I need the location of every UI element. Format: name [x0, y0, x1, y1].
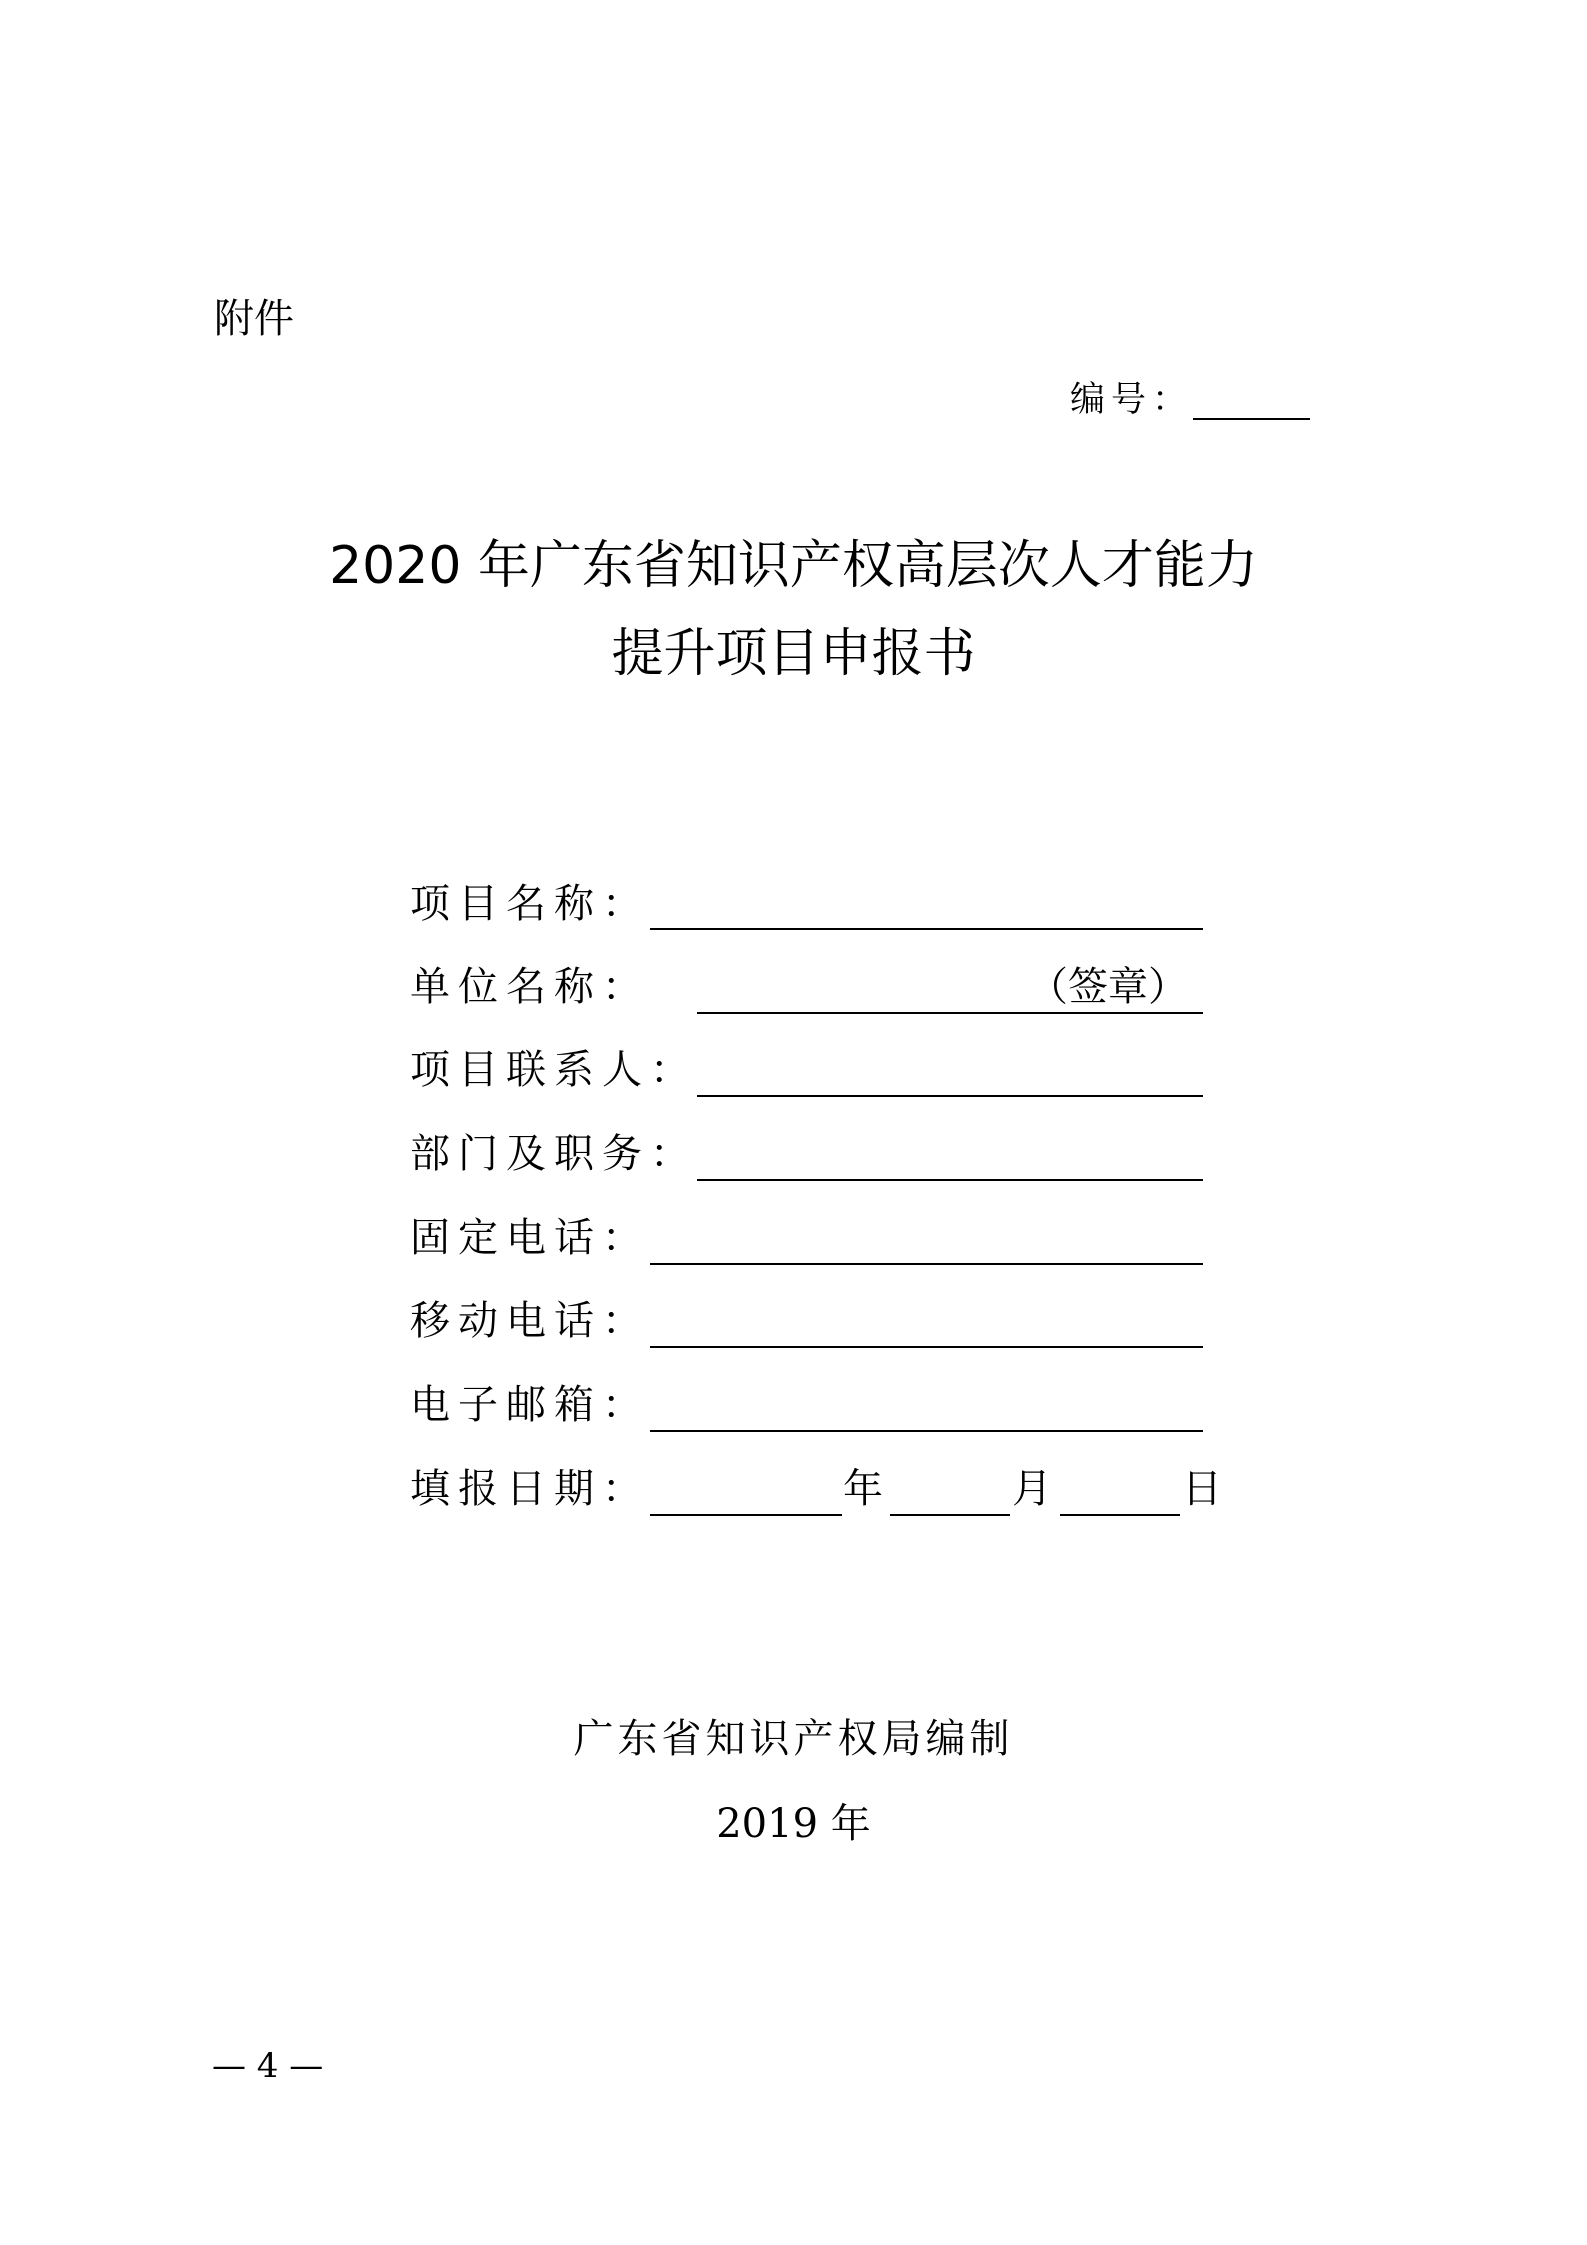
- department-position-field[interactable]: [697, 1179, 1203, 1181]
- date-day-field[interactable]: [1060, 1514, 1180, 1516]
- compiler-line: 广东省知识产权局编制: [573, 1716, 1014, 1762]
- department-position-label: 部门及职务：: [410, 1131, 698, 1177]
- date-day-unit: 日: [1182, 1466, 1222, 1512]
- document-title-line-2: 提升项目申报书: [611, 624, 976, 684]
- page-number: — 4 —: [212, 2046, 324, 2086]
- attachment-label: 附件: [214, 296, 294, 342]
- project-name-label: 项目名称：: [410, 881, 650, 927]
- mobile-phone-field[interactable]: [650, 1346, 1203, 1348]
- email-field[interactable]: [650, 1430, 1203, 1432]
- date-month-unit: 月: [1012, 1466, 1052, 1512]
- serial-number-field[interactable]: [1193, 418, 1310, 420]
- document-title-line-1: 2020 年广东省知识产权高层次人才能力: [329, 536, 1258, 596]
- mobile-phone-label: 移动电话：: [410, 1298, 650, 1344]
- fill-date-label: 填报日期：: [410, 1466, 650, 1512]
- compile-year: 2019 年: [716, 1801, 871, 1847]
- unit-name-label: 单位名称：: [410, 964, 650, 1010]
- date-year-unit: 年: [843, 1466, 883, 1512]
- project-name-field[interactable]: [650, 928, 1203, 930]
- email-label: 电子邮箱：: [410, 1382, 650, 1428]
- landline-phone-label: 固定电话：: [410, 1215, 650, 1261]
- project-contact-label: 项目联系人：: [410, 1047, 698, 1093]
- date-month-field[interactable]: [890, 1514, 1010, 1516]
- serial-number-label: 编号：: [1070, 380, 1194, 420]
- project-contact-field[interactable]: [697, 1095, 1203, 1097]
- unit-name-field[interactable]: [697, 1012, 1203, 1014]
- date-year-field[interactable]: [650, 1514, 842, 1516]
- seal-note: （签章）: [1028, 964, 1188, 1010]
- landline-phone-field[interactable]: [650, 1263, 1203, 1265]
